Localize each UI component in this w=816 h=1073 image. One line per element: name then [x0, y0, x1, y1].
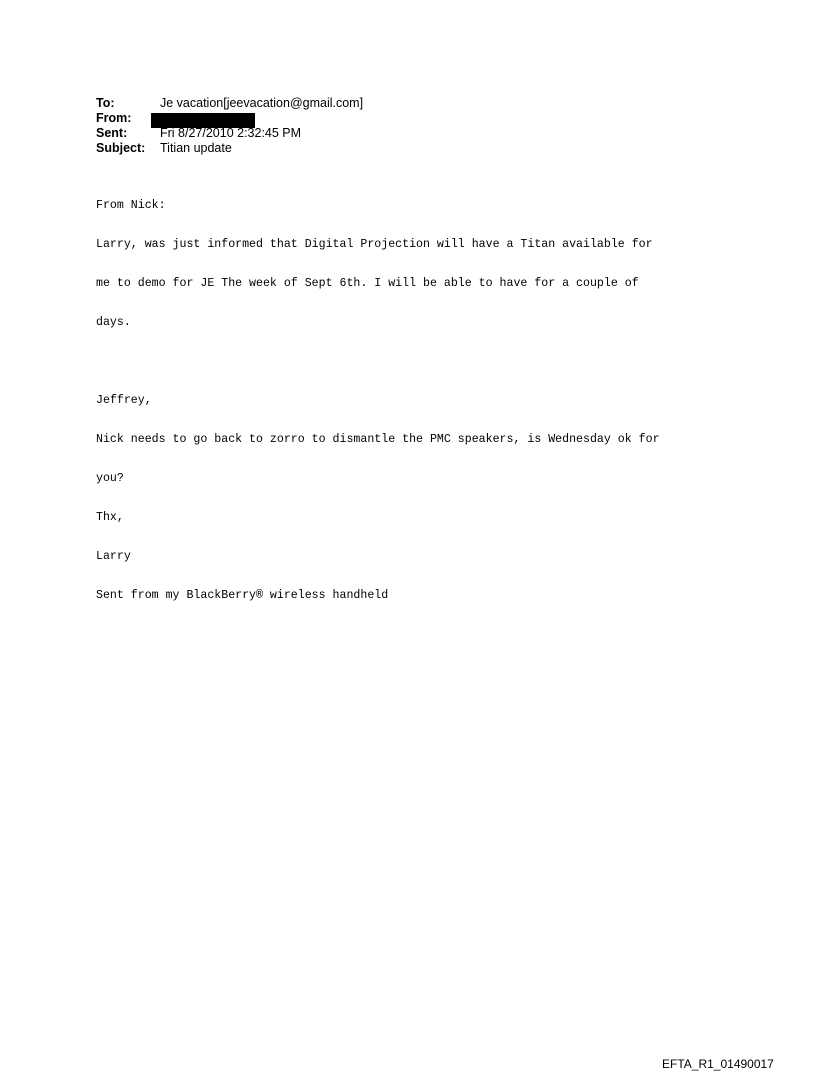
from-label: From:	[96, 111, 132, 125]
body-line: Jeffrey,	[96, 394, 152, 407]
document-id: EFTA_R1_01490017	[662, 1057, 774, 1071]
body-line: Larry	[96, 550, 131, 563]
subject-value: Titian update	[160, 141, 232, 155]
to-value: Je vacation[jeevacation@gmail.com]	[160, 96, 364, 110]
subject-row	[96, 141, 716, 156]
body-blank-line	[96, 355, 736, 368]
body-line: you?	[96, 472, 124, 485]
to-row	[96, 96, 716, 111]
sent-row	[96, 126, 716, 141]
body-line: me to demo for JE The week of Sept 6th. I will be able to have for a couple of	[96, 277, 639, 290]
body-line: days.	[96, 316, 131, 329]
body-line: Larry, was just informed that Digital Projection will have a Titan available for	[96, 238, 653, 251]
sent-label: Sent:	[96, 126, 128, 140]
body-line: Sent from my BlackBerry® wireless handheld	[96, 589, 389, 602]
body-line: From Nick:	[96, 199, 166, 212]
email-body	[96, 173, 736, 615]
body-line: Nick needs to go back to zorro to dismantle the PMC speakers, is Wednesday ok for	[96, 433, 660, 446]
subject-label: Subject:	[96, 141, 146, 155]
to-label: To:	[96, 96, 115, 110]
email-header	[96, 96, 716, 156]
sent-value: Fri 8/27/2010 2:32:45 PM	[160, 126, 302, 140]
body-line: Thx,	[96, 511, 124, 524]
from-row	[96, 111, 716, 126]
